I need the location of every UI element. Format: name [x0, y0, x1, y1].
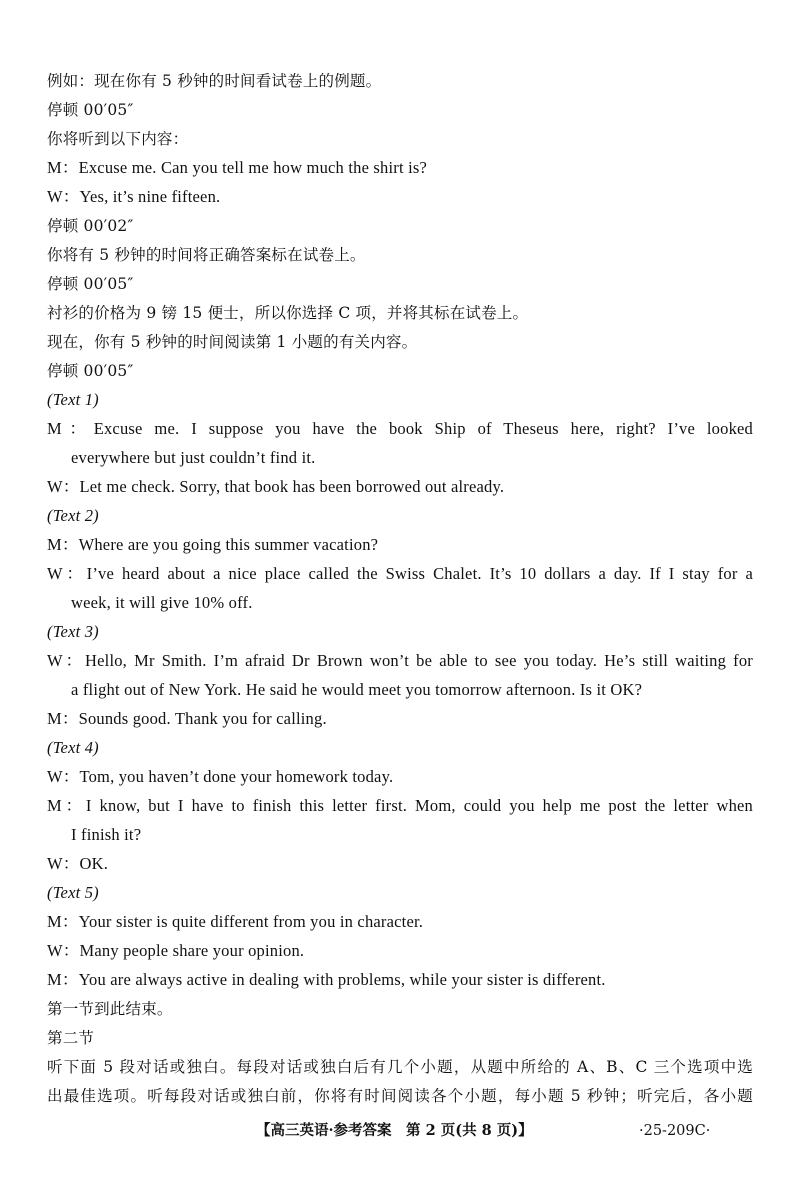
pause-marker: 停顿 00′05″	[47, 101, 134, 119]
dialogue-line: W：Yes, it’s nine fifteen.	[47, 187, 221, 206]
text-heading: (Text 3)	[47, 622, 99, 641]
dialogue-line: W：I’ve heard about a nice place called the Swiss Chalet. It’s 10 dollars a day. If I stay for a	[47, 564, 753, 583]
instruction-line: 现在，你有 5 秒钟的时间阅读第 1 小题的有关内容。	[47, 333, 418, 351]
text-heading: (Text 5)	[47, 883, 99, 902]
pause-marker: 停顿 00′02″	[47, 217, 134, 235]
dialogue-line: M：I know, but I have to finish this letter first. Mom, could you help me post the letter when	[47, 796, 753, 815]
dialogue-line: W：Let me check. Sorry, that book has been borrowed out already.	[47, 477, 505, 496]
instruction-line: 你将有 5 秒钟的时间将正确答案标在试卷上。	[47, 246, 366, 264]
dialogue-line: M：Sounds good. Thank you for calling.	[47, 709, 327, 728]
section-heading: 第二节	[47, 1029, 95, 1047]
text-heading: (Text 1)	[47, 390, 99, 409]
section-end: 第一节到此结束。	[47, 1000, 173, 1018]
dialogue-line: M：Excuse me. I suppose you have the book Ship of Theseus here, right? I’ve looked	[47, 419, 753, 438]
dialogue-continuation: I finish it?	[71, 825, 142, 844]
page-footer-title: 【高三英语·参考答案 第 2 页(共 8 页)】	[256, 1122, 533, 1139]
dialogue-line: W：Hello, Mr Smith. I’m afraid Dr Brown won’t be able to see you today. He’s still waiting for	[47, 651, 753, 670]
dialogue-line: M：Excuse me. Can you tell me how much the shirt is?	[47, 158, 428, 177]
dialogue-line: M：Your sister is quite different from you in character.	[47, 912, 424, 931]
page-footer-code: ·25-209C·	[639, 1123, 711, 1139]
dialogue-line: W：Tom, you haven’t done your homework today.	[47, 767, 394, 786]
text-heading: (Text 2)	[47, 506, 99, 525]
dialogue-line: M：Where are you going this summer vacation?	[47, 535, 379, 554]
section-instructions: 听下面 5 段对话或独白。每段对话或独白后有几个小题，从题中所给的 A、B、C 三个选项中选	[47, 1058, 753, 1076]
dialogue-continuation: week, it will give 10% off.	[71, 593, 253, 612]
instruction-line: 衬衫的价格为 9 镑 15 便士，所以你选择 C 项，并将其标在试卷上。	[47, 304, 529, 322]
instruction-line: 你将听到以下内容：	[47, 130, 189, 148]
dialogue-line: M：You are always active in dealing with problems, while your sister is different.	[47, 970, 606, 989]
dialogue-line: W：Many people share your opinion.	[47, 941, 305, 960]
dialogue-line: W：OK.	[47, 854, 109, 873]
section-instructions: 出最佳选项。听每段对话或独白前，你将有时间阅读各个小题，每小题 5 秒钟；听完后，各小题	[47, 1087, 753, 1105]
pause-marker: 停顿 00′05″	[47, 275, 134, 293]
example-intro: 例如：现在你有 5 秒钟的时间看试卷上的例题。	[47, 72, 382, 90]
dialogue-continuation: a flight out of New York. He said he would meet you tomorrow afternoon. Is it OK?	[71, 680, 643, 699]
dialogue-continuation: everywhere but just couldn’t find it.	[71, 448, 316, 467]
pause-marker: 停顿 00′05″	[47, 362, 134, 380]
text-heading: (Text 4)	[47, 738, 99, 757]
